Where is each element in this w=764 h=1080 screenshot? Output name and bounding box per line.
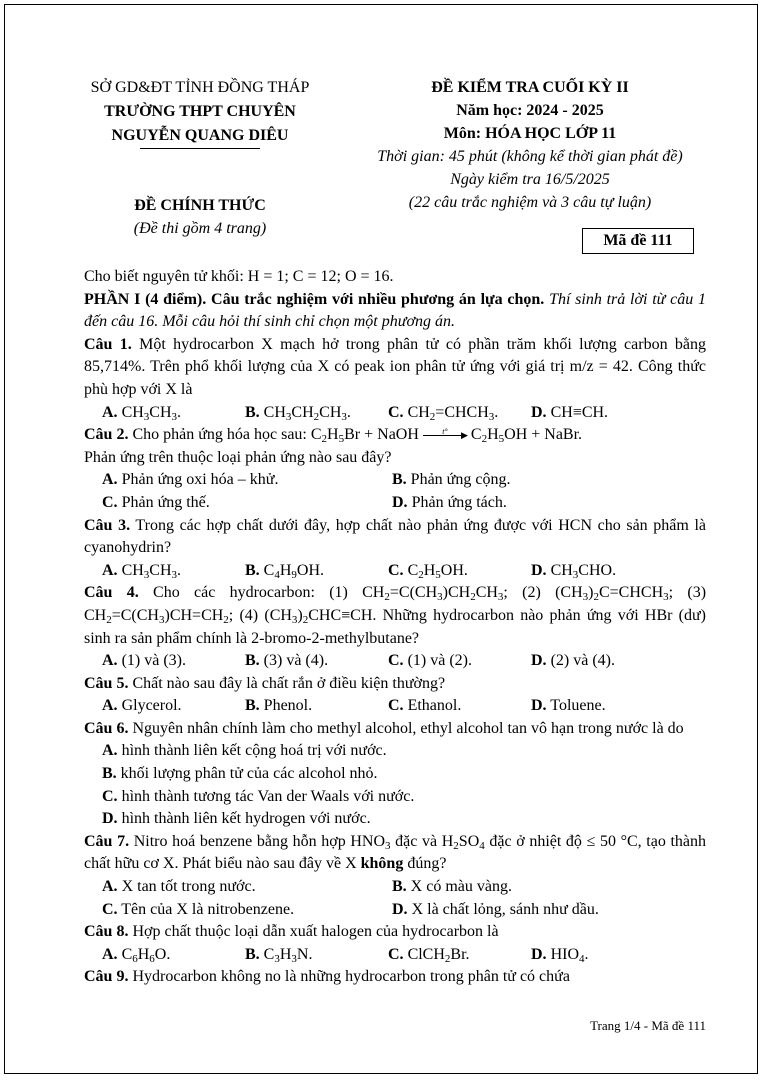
option-a[interactable]: A. (1) và (3). xyxy=(102,652,186,670)
question-1: Câu 1. Một hydrocarbon X mạch hở trong phân tử có phần trăm khối lượng carbon bằng 85,714%. Trên phổ khối lượng của X có peak ion phân tử ứng với giá trị m/z = 42. Công thức phù hợp với X là xyxy=(84,335,707,398)
exam-structure: (22 câu trắc nghiệm và 3 câu tự luận) xyxy=(408,194,652,211)
option-b[interactable]: B. $C_3H_3N$. xyxy=(245,945,313,965)
option-b[interactable]: B. Phản ứng cộng. xyxy=(392,471,511,489)
option-c[interactable]: C. ClCH$_2$Br. xyxy=(388,945,470,965)
question-4: Câu 4. Cho các hydrocarbon: (1) $CH_2=C(CH_3)CH_2CH_3$; (2) $(CH_3)_2C=CHCH_3$; (3) $CH_2=C(CH_3)CH=CH_2$; (4) $(CH_3)_2CHC\equiv CH$. Những hydrocarbon nào phản ứng với HBr (dư) sinh ra sản phẩm chính là 2-bromo-2-methylbutane? xyxy=(84,584,707,647)
option-d[interactable]: D. X là chất lỏng, sánh như dầu. xyxy=(392,900,599,918)
option-a[interactable]: A. $CH_3CH_3$. xyxy=(102,403,182,423)
question-3: Câu 3. Trong các hợp chất dưới đây, hợp chất nào phản ứng được với HCN cho sản phẩm là cyanohydrin? xyxy=(84,516,707,557)
option-c[interactable]: C. $CH_2=CHCH_3$. xyxy=(388,403,499,423)
atomic-mass-note: Cho biết nguyên tử khối: H = 1; C = 12; O = 16. xyxy=(84,268,394,285)
option-d[interactable]: D. hình thành liên kết hydrogen với nước. xyxy=(102,810,371,828)
official-block xyxy=(60,194,340,240)
dept-name: SỞ GD&ĐT TỈNH ĐỒNG THÁP xyxy=(90,79,310,96)
question-4-options xyxy=(84,650,706,673)
school-year: Năm học: 2024 - 2025 xyxy=(456,102,604,119)
subject: Môn: HÓA HỌC LỚP 11 xyxy=(443,125,617,142)
exam-body xyxy=(84,266,706,989)
question-2-options-ab xyxy=(84,469,706,492)
question-2: Câu 2. Cho phản ứng hóa học sau: $C_2H_5Br$ + NaOH t° ▶ $C_2H_5OH$ + NaBr. xyxy=(84,426,583,446)
question-1-options xyxy=(84,402,706,425)
option-a[interactable]: A. Phản ứng oxi hóa – khử. xyxy=(102,471,279,489)
exam-code: Mã đề 111 xyxy=(582,228,694,254)
option-b[interactable]: B. $CH_3CH_2CH_3$. xyxy=(245,403,351,423)
question-2-stem: Phản ứng trên thuộc loại phản ứng nào sau đây? xyxy=(84,448,392,466)
option-b[interactable]: B. khối lượng phân tử của các alcohol nhỏ. xyxy=(102,765,378,783)
exam-date: Ngày kiểm tra 16/5/2025 xyxy=(450,171,610,188)
option-d[interactable]: D. (2) và (4). xyxy=(531,652,615,670)
page-footer: Trang 1/4 - Mã đề 111 xyxy=(590,1018,706,1033)
option-d[interactable]: D. Phản ứng tách. xyxy=(392,493,507,511)
option-c[interactable]: C. hình thành tương tác Van der Waals với nước. xyxy=(102,787,415,805)
option-d[interactable]: D. Toluene. xyxy=(531,697,606,715)
header-underline xyxy=(140,148,260,149)
option-a[interactable]: A. Glycerol. xyxy=(102,697,182,715)
part1-heading: PHẦN I (4 điểm). Câu trắc nghiệm với nhiều phương án lựa chọn. Thí sinh trả lời từ câu 1 đến câu 16. Mỗi câu hỏi thí sinh chỉ chọn một phương án. xyxy=(84,290,707,331)
option-c[interactable]: C. Phản ứng thế. xyxy=(102,493,210,511)
option-c[interactable]: C. Tên của X là nitrobenzene. xyxy=(102,900,295,918)
option-c[interactable]: C. Ethanol. xyxy=(388,697,462,715)
question-7-options-cd xyxy=(84,899,706,922)
question-5: Câu 5. Chất nào sau đây là chất rắn ở điều kiện thường? xyxy=(84,674,446,692)
option-b[interactable]: B. X có màu vàng. xyxy=(392,878,512,896)
question-5-options xyxy=(84,695,706,718)
header-left xyxy=(60,76,340,148)
page-count: (Đề thi gồm 4 trang) xyxy=(133,220,267,237)
option-a[interactable]: A. X tan tốt trong nước. xyxy=(102,878,256,896)
question-3-options xyxy=(84,560,706,583)
option-c[interactable]: C. (1) và (2). xyxy=(388,652,472,670)
option-b[interactable]: B. (3) và (4). xyxy=(245,652,329,670)
question-7-options-ab xyxy=(84,876,706,899)
question-6: Câu 6. Nguyên nhân chính làm cho methyl alcohol, ethyl alcohol tan vô hạn trong nước là do xyxy=(84,719,684,737)
question-8: Câu 8. Hợp chất thuộc loại dẫn xuất halogen của hydrocarbon là xyxy=(84,923,499,941)
option-a[interactable]: A. $C_6H_6O$. xyxy=(102,945,171,965)
question-2-options-cd xyxy=(84,492,706,515)
option-d[interactable]: D. CH≡CH. xyxy=(531,403,609,421)
option-a[interactable]: A. hình thành liên kết cộng hoá trị với nước. xyxy=(102,742,387,760)
option-d[interactable]: D. $HIO_4$. xyxy=(531,945,589,965)
exam-title: ĐỀ KIỂM TRA CUỐI KỲ II xyxy=(431,79,629,96)
option-d[interactable]: D. $CH_3CHO$. xyxy=(531,561,617,581)
question-7: Câu 7. Nitro hoá benzene bằng hỗn hợp $HNO_3$ đặc và $H_2SO_4$ đặc ở nhiệt độ ≤ 50 °C, tạo thành chất hữu cơ X. Phát biểu nào sau đây về X không đúng? xyxy=(84,832,707,873)
option-c[interactable]: C. $C_2H_5OH$. xyxy=(388,561,468,581)
school-name-line1: TRƯỜNG THPT CHUYÊN xyxy=(104,103,296,120)
reaction-arrow-icon: t° ▶ xyxy=(423,430,467,440)
option-b[interactable]: B. $C_4H_9OH$. xyxy=(245,561,325,581)
exam-time: Thời gian: 45 phút (không kể thời gian phát đề) xyxy=(377,148,683,165)
school-name-line2: NGUYỄN QUANG DIÊU xyxy=(111,127,289,144)
official-label: ĐỀ CHÍNH THỨC xyxy=(134,197,266,214)
option-b[interactable]: B. Phenol. xyxy=(245,697,313,715)
option-a[interactable]: A. $CH_3CH_3$. xyxy=(102,561,182,581)
question-8-options xyxy=(84,944,706,967)
question-9: Câu 9. Hydrocarbon không no là những hydrocarbon trong phân tử có chứa xyxy=(84,968,570,986)
header-right xyxy=(340,76,720,214)
